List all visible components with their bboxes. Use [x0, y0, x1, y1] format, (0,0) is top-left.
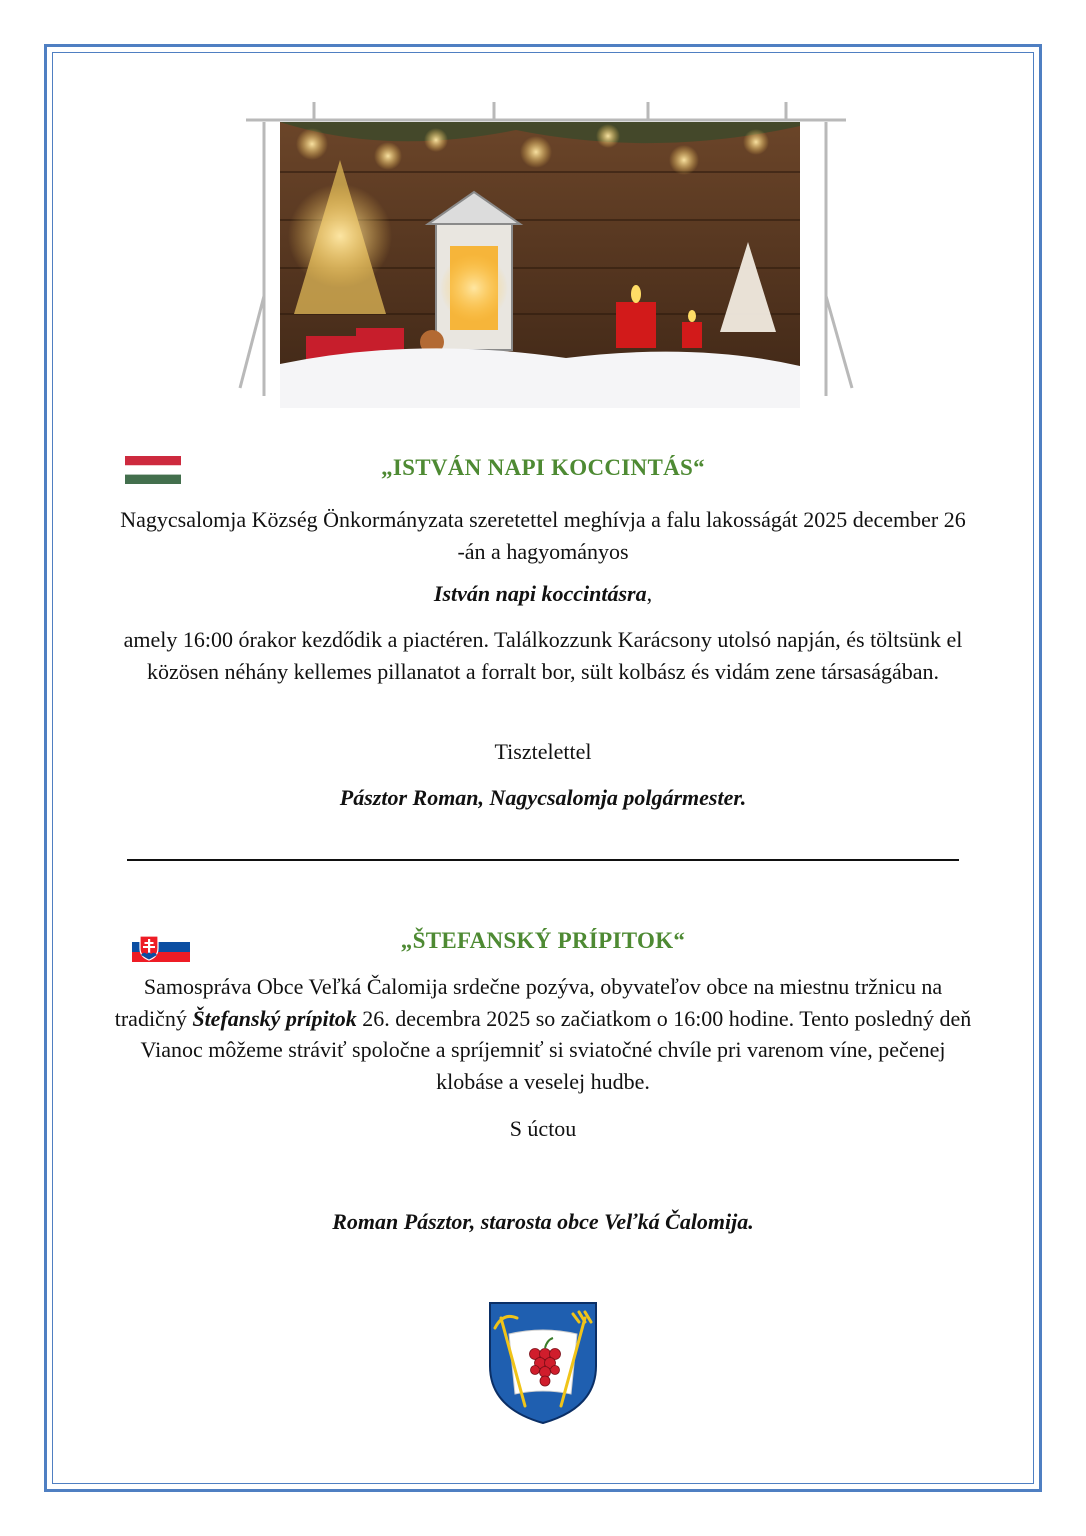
hungarian-event-line [110, 578, 976, 610]
hungarian-greeting: Tisztelettel [494, 739, 592, 764]
hungarian-heading: „ISTVÁN NAPI KOCCINTÁS“ [381, 455, 705, 480]
village-coat-of-arms-icon [487, 1300, 599, 1426]
slovak-heading: „ŠTEFANSKÝ PRÍPITOK“ [400, 928, 686, 953]
section-divider [127, 859, 959, 861]
christmas-backdrop-image [236, 96, 856, 412]
slovak-signature: Roman Pásztor, starosta obce Veľká Čalomija. [332, 1209, 754, 1234]
hungarian-signature: Pásztor Roman, Nagycsalomja polgármester. [339, 785, 747, 810]
hungarian-event-name: István napi koccintásra [433, 581, 647, 606]
hungarian-details: amely 16:00 órakor kezdődik a piactéren. Találkozzunk Karácsony utolsó napján, és töltsünk el közösen néhány kellemes pillanatot a forralt bor, sült kolbász és vidám zene társaságában. [123, 627, 963, 684]
slovak-body [110, 971, 976, 1097]
slovak-greeting: S úctou [509, 1116, 577, 1141]
hungarian-event-comma: , [646, 581, 653, 606]
slovak-body-part2: 26. decembra 2025 so začiatkom o 16:00 hodine. Tento posledný deň Vianoc môžeme stráviť spoločne a spríjemniť si sviatočné chvíle pri varenom víne, pečenej klobáse a veselej hudbe. [140, 1005, 972, 1094]
hungarian-intro: Nagycsalomja Község Önkormányzata szeretettel meghívja a falu lakosságát 2025 december 26 -án a hagyományos [120, 507, 966, 564]
slovak-event-name: Štefanský prípitok [192, 1005, 357, 1031]
slovak-body-part1: Samospráva Obce Veľká Čalomija srdečne pozýva, obyvateľov obce na miestnu tržnicu na tradičný [114, 974, 943, 1031]
